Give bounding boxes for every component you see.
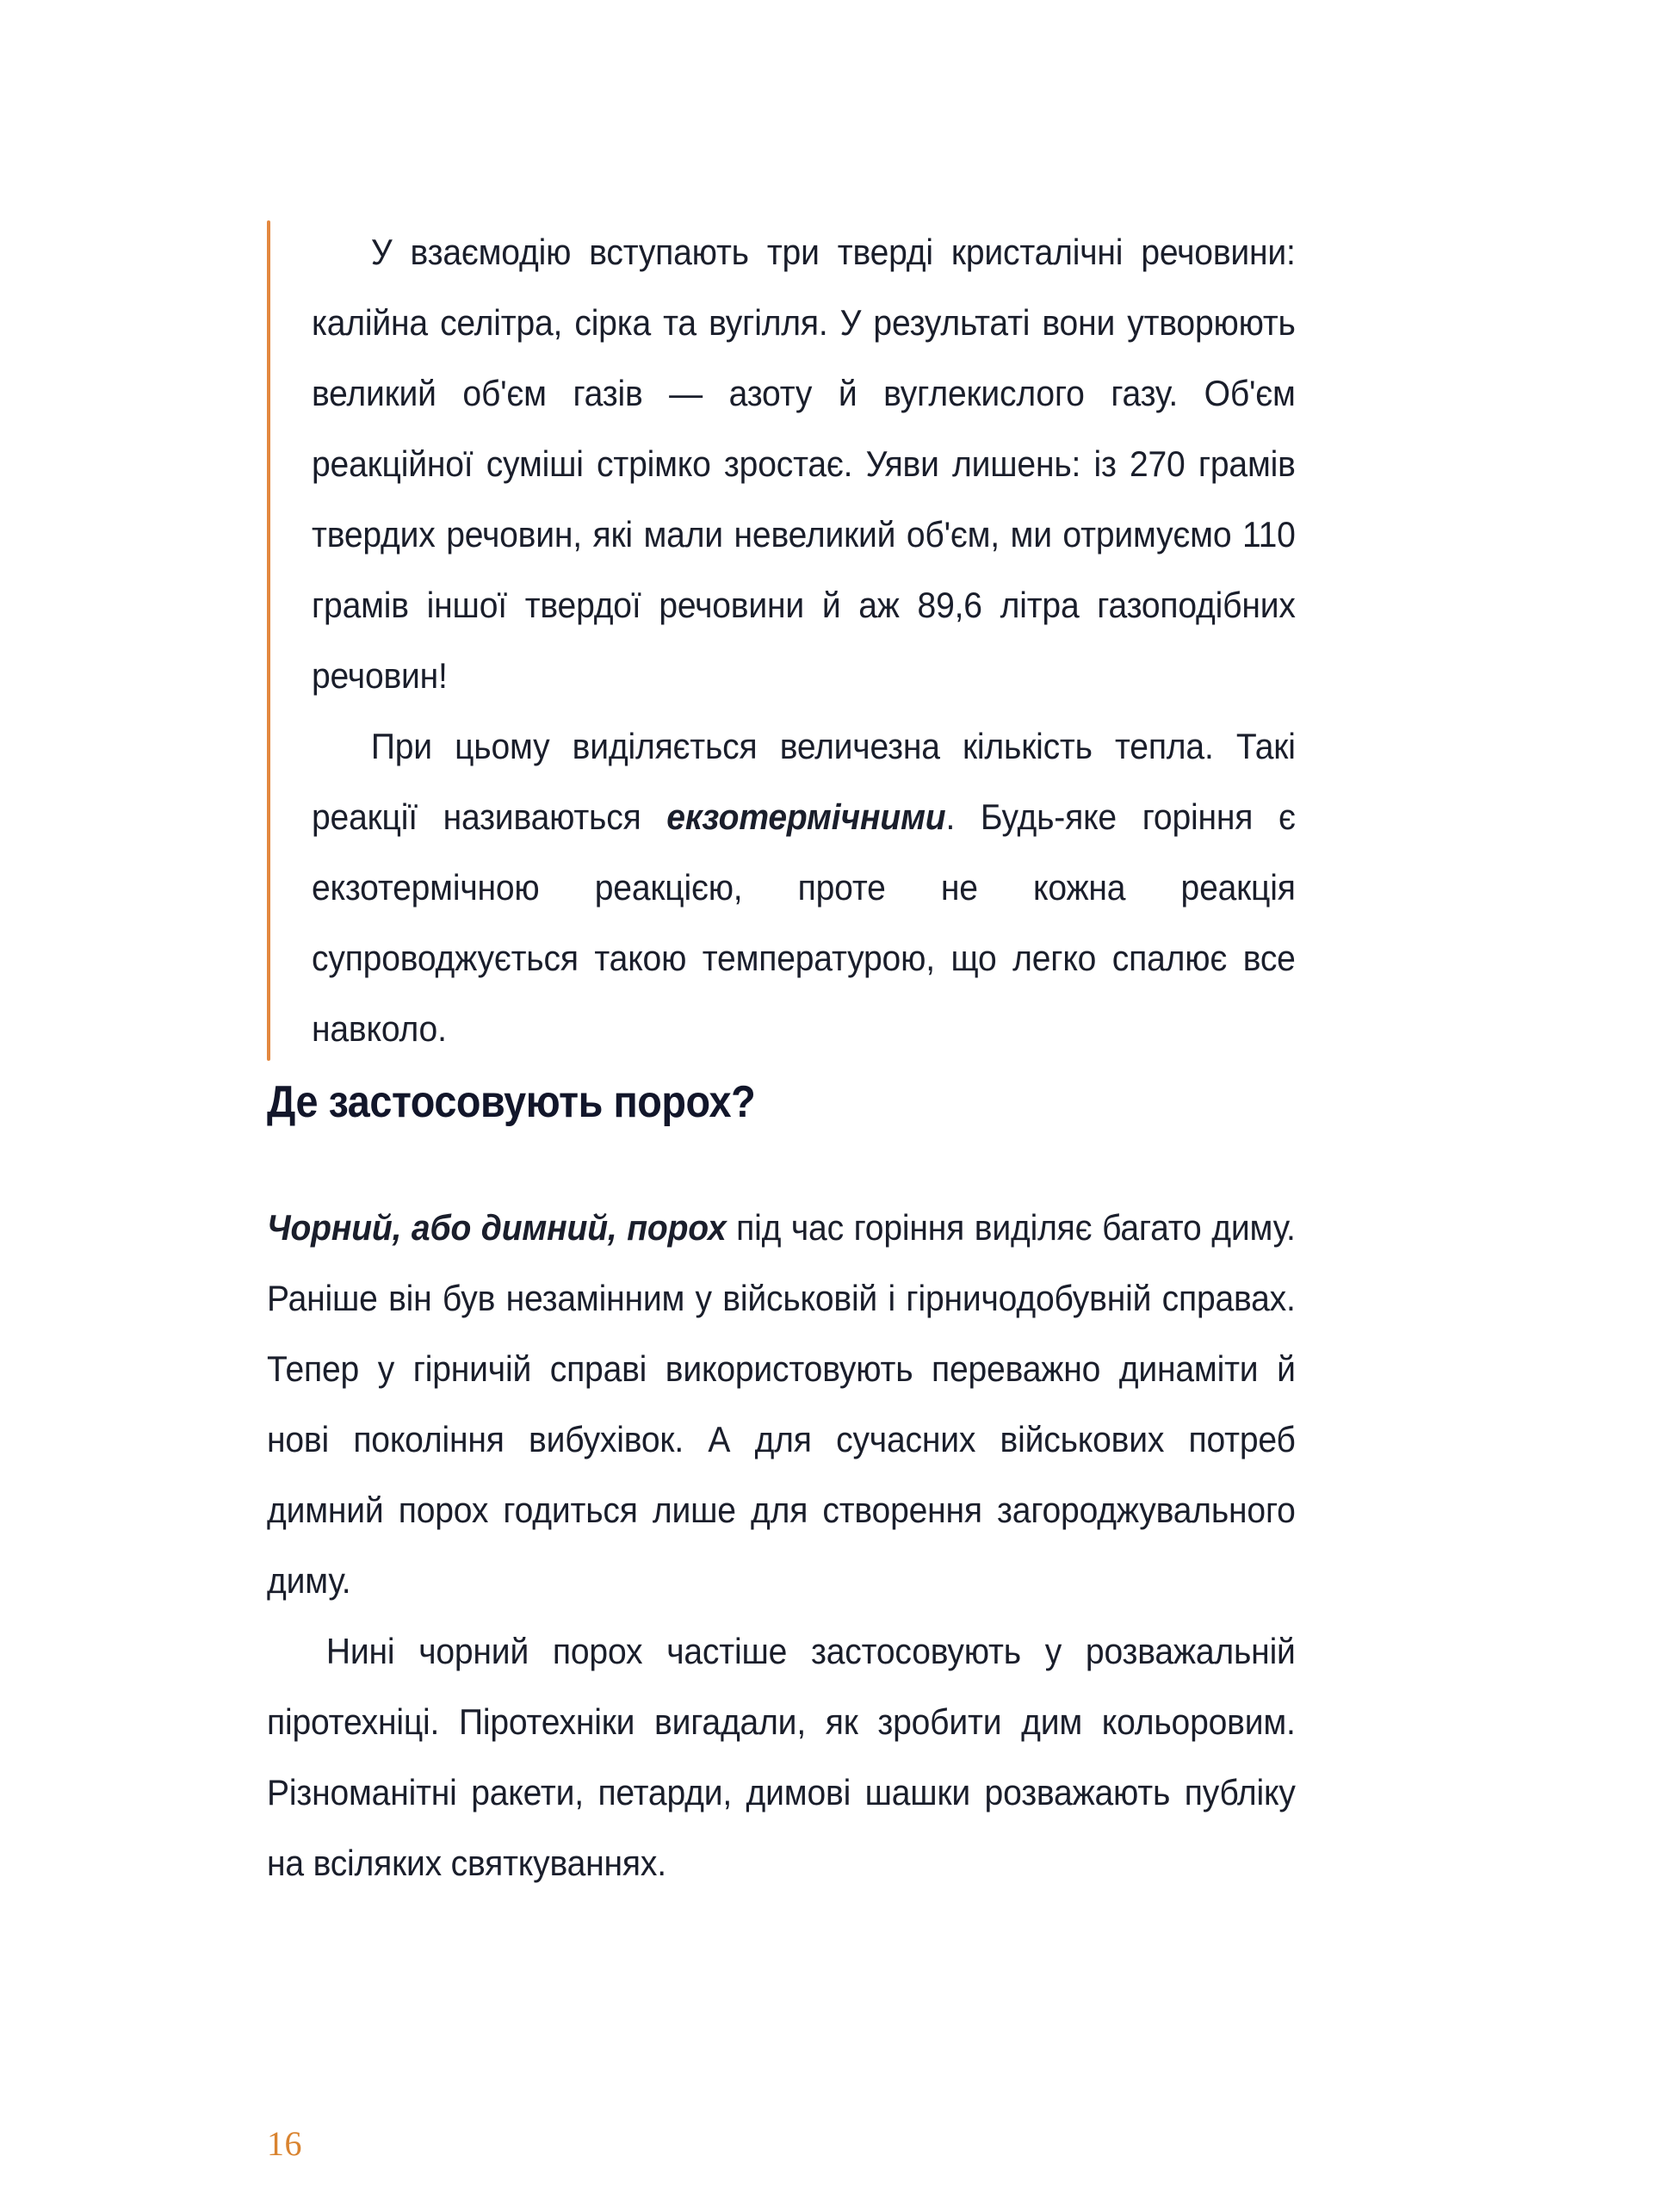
page-number: 16 <box>267 2124 302 2163</box>
paragraph-exothermic-after: . Будь-яке горіння є екзотермічною реакцією, проте не кожна реакція супроводжується такою температурою, що легко спалює все навколо. <box>312 796 1296 1049</box>
paragraph-pyrotechnics: Нині чорний порох частіше застосовують у розважальній піротехніці. Піротехніки вигадали, як зробити дим кольоровим. Різноманітні ракети, петарди, димові шашки розважають публіку на всіляких святкуваннях. <box>267 1631 1296 1883</box>
section-text-block <box>267 1193 1296 1899</box>
accent-rule <box>267 220 270 1061</box>
paragraph-exothermic <box>312 711 1296 1064</box>
paragraph-exothermic-before: При цьому виділяється величезна кількість тепла. Такі реакції називаються <box>312 726 1296 837</box>
section-heading: Де застосовують порох? <box>267 1077 756 1127</box>
paragraph-intro: У взаємодію вступають три тверді кристалічні речовини: калійна селітра, сірка та вугілля. У результаті вони утворюють великий об'єм газів — азоту й вуглекислого газу. Об'єм реакційної суміші стрімко зростає. Уяви лишень: із 270 грамів твердих речовин, які мали невеликий об'єм, ми отримуємо 110 грамів іншої твердої речовини й аж 89,6 літра газоподібних речовин! <box>312 232 1296 696</box>
emphasis-black-powder: Чорний, або димний, порох <box>267 1207 727 1248</box>
emphasis-exothermic: екзотермічними <box>666 796 946 837</box>
paragraph-black-powder-after: під час горіння виділяє багато диму. Раніше він був незамінним у військовій і гірничодобувній справах. Тепер у гірничій справі використовують переважно динаміти й нові покоління вибухівок. А для сучасних військових потреб димний порох годиться лише для створення загороджувального диму. <box>267 1207 1296 1601</box>
highlighted-text-block <box>267 217 1296 1064</box>
page-content <box>267 0 1472 1883</box>
paragraph-black-powder <box>267 1193 1296 1616</box>
